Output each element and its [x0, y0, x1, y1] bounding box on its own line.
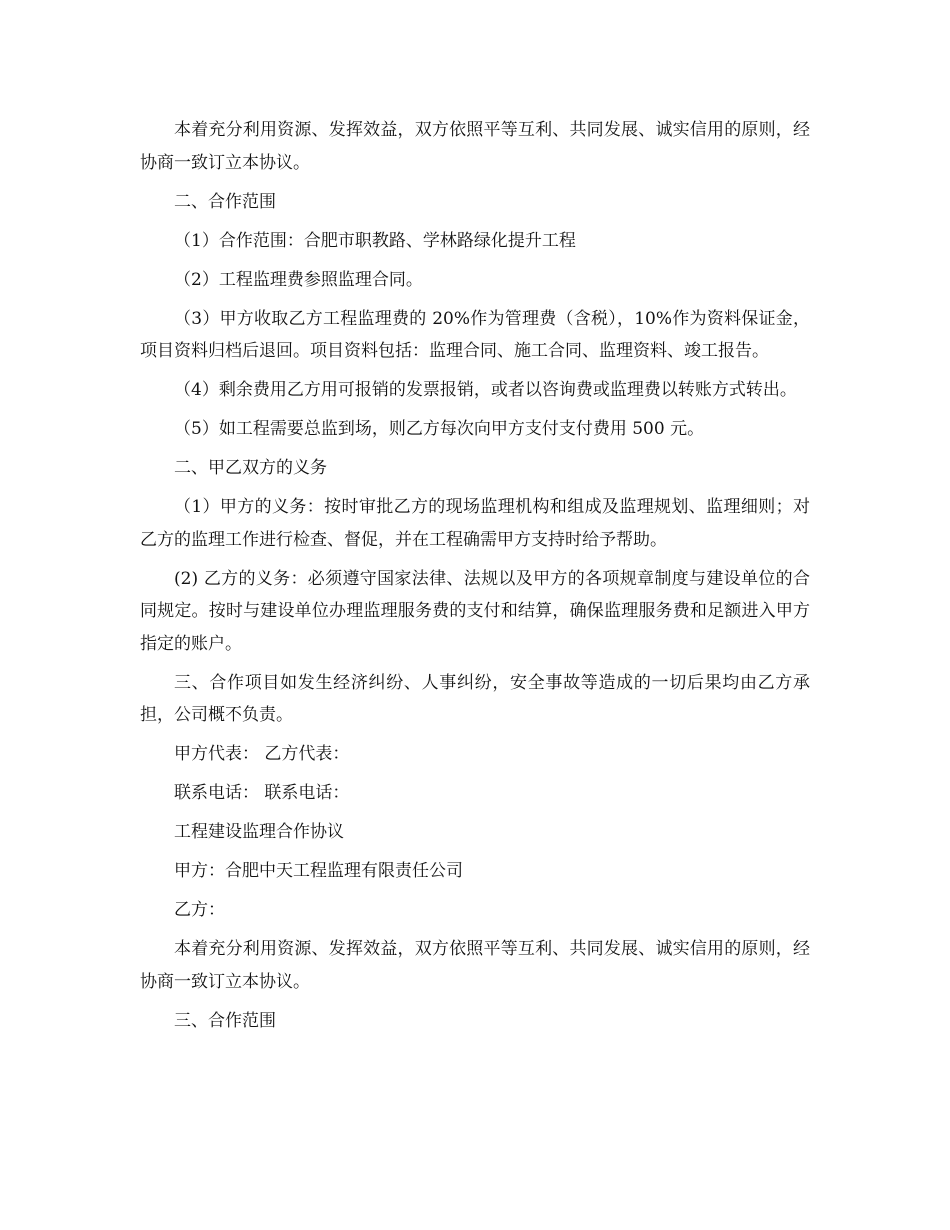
phone-line: 联系电话： 联系电话： — [174, 783, 350, 803]
clause-1-scope: （1）合作范围：合肥市职教路、学林路绿化提升工程 — [174, 230, 576, 251]
document-body — [140, 114, 810, 1044]
party-a-line: 甲方：合肥中天工程监理有限责任公司 — [174, 861, 463, 881]
party-b-line: 乙方： — [174, 900, 225, 920]
heading-cooperation-scope: 二、合作范围 — [174, 191, 276, 212]
representatives-line: 甲方代表： 乙方代表： — [174, 744, 350, 764]
clause-party-b-obligations: (2) 乙方的义务：必须遵守国家法律、法规以及甲方的各项规章制度与建设单位的合同规定。按时与建设单位办理监理服务费的支付和结算，确保监理服务费和足额进入甲方指定的账户。 — [140, 568, 810, 654]
clause-party-a-obligations: （1）甲方的义务：按时审批乙方的现场监理机构和组成及监理规划、监理细则；对乙方的监理工作进行检查、督促，并在工程确需甲方支持时给予帮助。 — [140, 497, 810, 550]
paragraph-intro-repeat: 本着充分利用资源、发挥效益，双方依照平等互利、共同发展、诚实信用的原则，经协商一致订立本协议。 — [140, 939, 810, 992]
agreement-title: 工程建设监理合作协议 — [174, 822, 344, 842]
clause-4-remaining-fee: （4）剩余费用乙方用可报销的发票报销，或者以咨询费或监理费以转账方式转出。 — [174, 380, 797, 400]
heading-obligations: 二、甲乙双方的义务 — [174, 458, 327, 478]
clause-3-management-fee: （3）甲方收取乙方工程监理费的 20%作为管理费（含税），10%作为资料保证金，项目资料归档后退回。项目资料包括：监理合同、施工合同、监理资料、竣工报告。 — [140, 308, 810, 361]
clause-2-fee: （2）工程监理费参照监理合同。 — [174, 269, 423, 290]
clause-5-director-fee: （5）如工程需要总监到场，则乙方每次向甲方支付支付费用 500 元。 — [174, 419, 705, 439]
heading-cooperation-scope-repeat: 三、合作范围 — [174, 1010, 276, 1031]
clause-liability: 三、合作项目如发生经济纠纷、人事纠纷，安全事故等造成的一切后果均由乙方承担，公司概不负责。 — [140, 672, 810, 725]
paragraph-intro: 本着充分利用资源、发挥效益，双方依照平等互利、共同发展、诚实信用的原则，经协商一致订立本协议。 — [140, 120, 810, 173]
